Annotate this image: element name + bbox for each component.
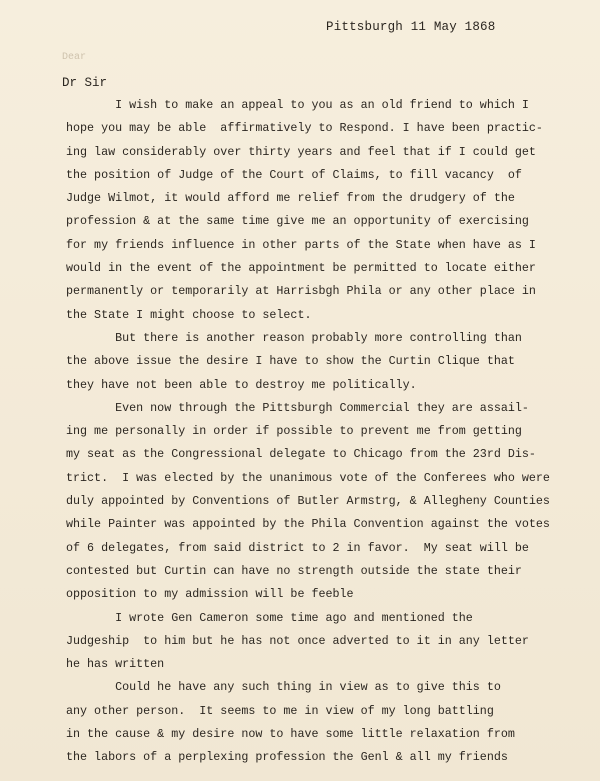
letter-line: I wrote Gen Cameron some time ago and mentioned the [66,610,473,625]
faint-bleed-text: Dear [62,52,87,63]
letter-line: would in the event of the appointment be permitted to locate either [66,261,536,276]
letter-line: any other person. It seems to me in view of my long battling [66,703,494,718]
letter-line: of 6 delegates, from said district to 2 in favor. My seat will be [66,540,529,555]
letter-line: the labors of a perplexing profession the Genl & all my friends [66,750,508,765]
letter-line: Judge Wilmot, it would afford me relief from the drudgery of the [66,191,515,206]
letter-line: profession & at the same time give me an opportunity of exercising [66,214,529,229]
letter-line: for my friends influence in other parts of the State when have as I [66,237,536,252]
letter-line: duly appointed by Conventions of Butler Armstrg, & Allegheny Counties [66,494,550,509]
letter-line: while Painter was appointed by the Phila Convention against the votes [66,517,550,532]
letter-line: the position of Judge of the Court of Claims, to fill vacancy of [66,167,522,182]
letter-line: Could he have any such thing in view as to give this to [66,680,501,695]
letter-line: he has written [66,657,165,672]
letter-line: the above issue the desire I have to show the Curtin Clique that [66,354,515,369]
letter-line: ing me personally in order if possible to prevent me from getting [66,424,522,439]
letter-line: ing law considerably over thirty years and feel that if I could get [66,144,536,159]
letter-line: I wish to make an appeal to you as an old friend to which I [66,98,529,112]
letter-date: Pittsburgh 11 May 1868 [326,20,496,34]
letter-line: But there is another reason probably more controlling than [66,330,522,345]
letter-line: my seat as the Congressional delegate to Chicago from the 23rd Dis- [66,447,536,462]
letter-line: permanently or temporarily at Harrisbgh Phila or any other place in [66,284,536,299]
letter-line: hope you may be able affirmatively to Respond. I have been practic- [66,121,543,136]
salutation: Dr Sir [62,76,108,90]
letter-line: contested but Curtin can have no strength outside the state their [66,563,522,578]
letter-body [66,94,566,770]
letter-line: trict. I was elected by the unanimous vote of the Conferees who were [66,470,550,485]
letter-line: opposition to my admission will be feeble [66,587,354,602]
letter-line: the State I might choose to select. [66,307,312,322]
letter-line: in the cause & my desire now to have some little relaxation from [66,727,515,742]
letter-line: Even now through the Pittsburgh Commercial they are assail- [66,400,529,415]
letter-line: they have not been able to destroy me politically. [66,377,417,392]
letter-line: Judgeship to him but he has not once adverted to it in any letter [66,633,529,648]
